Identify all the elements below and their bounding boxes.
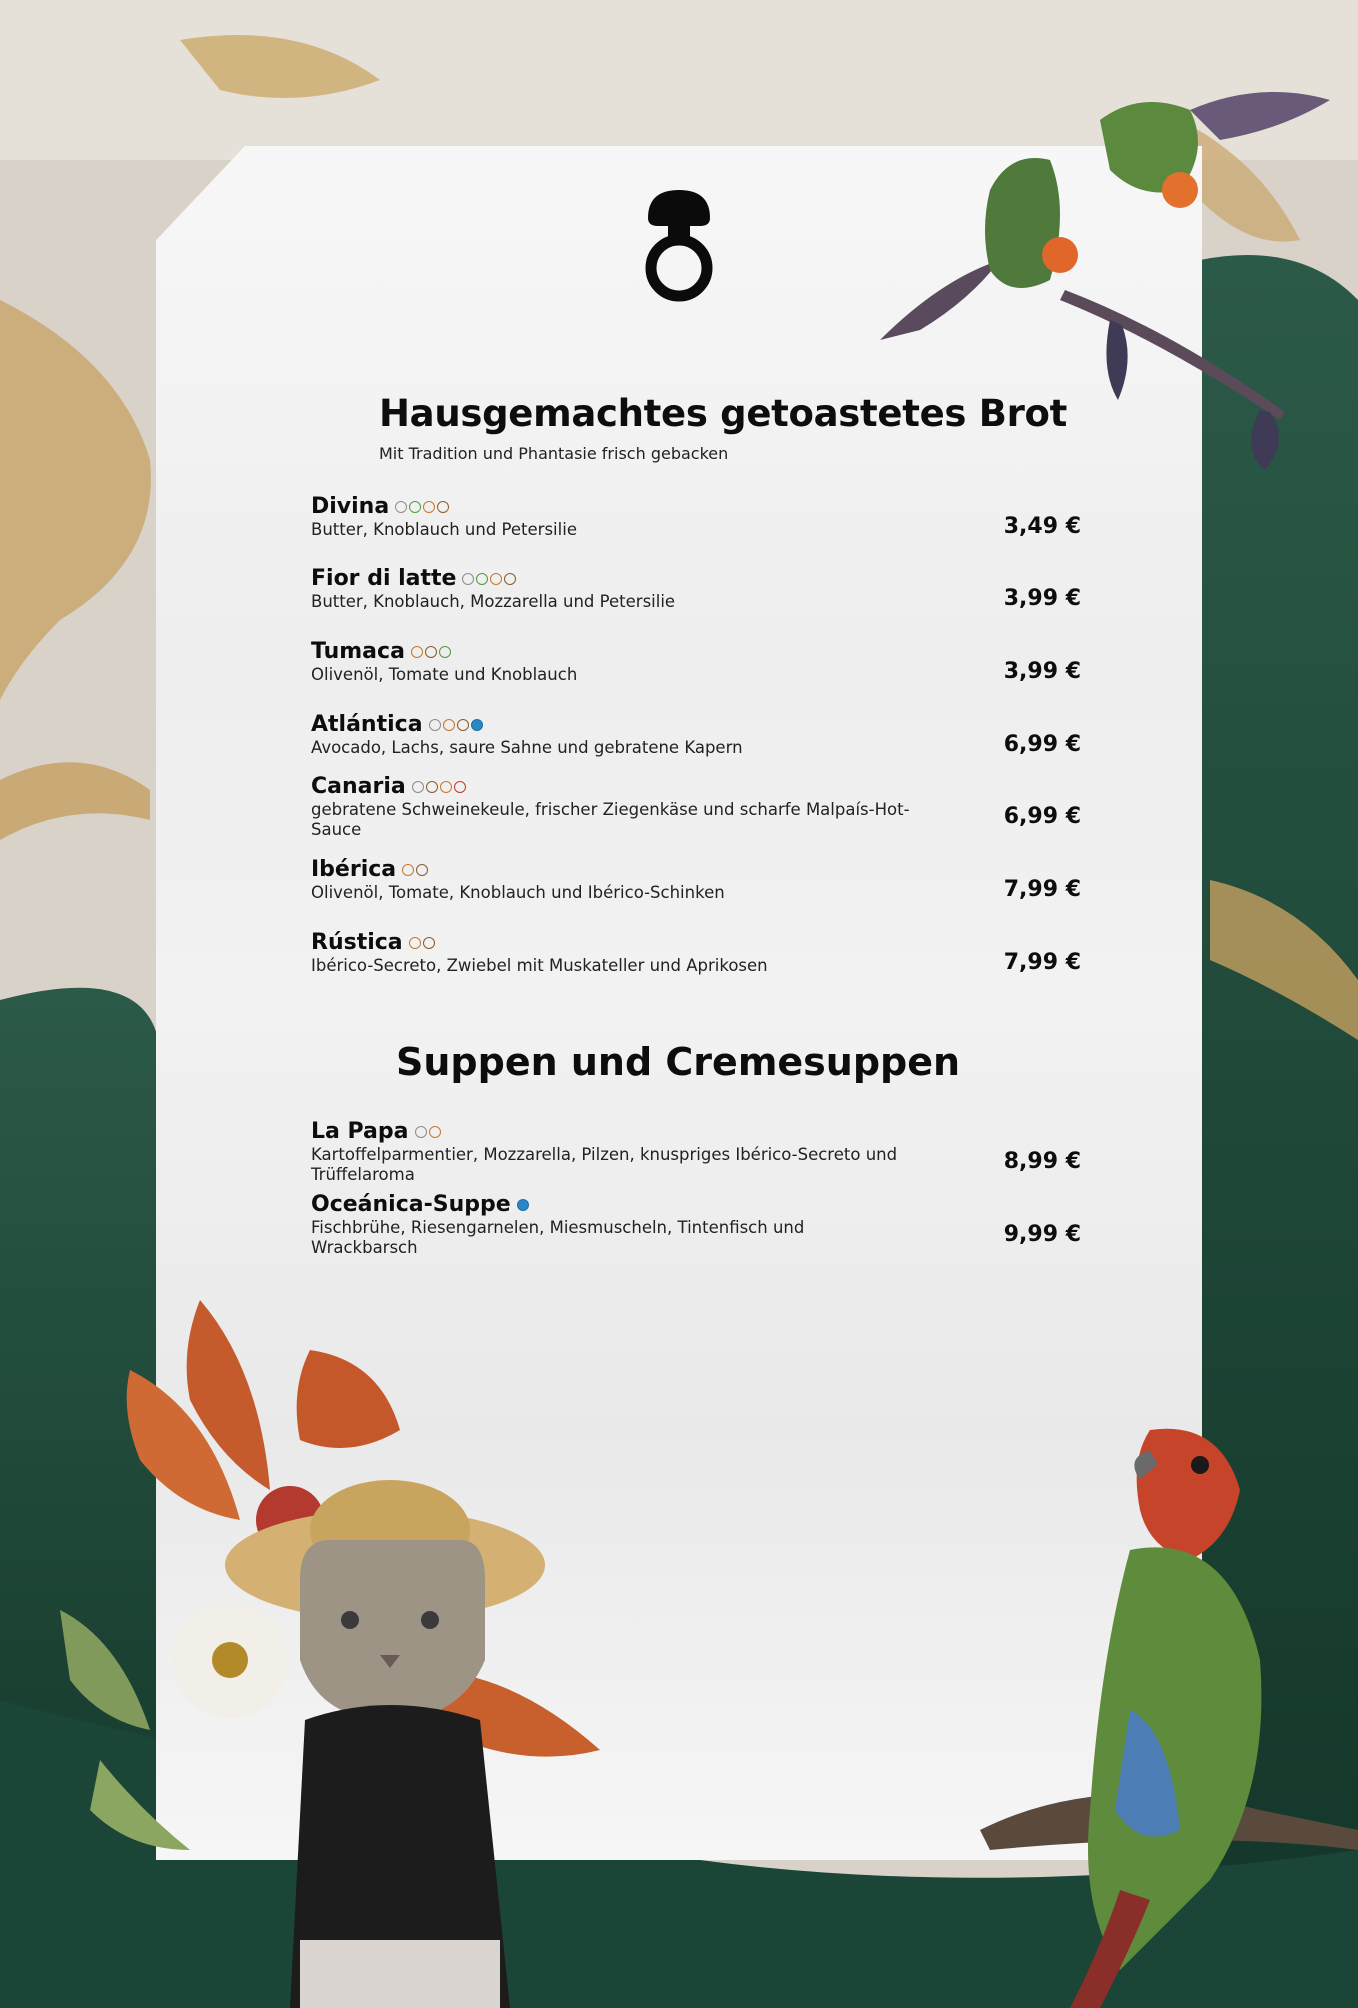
section-title-bread: Hausgemachtes getoastetes Brot [379, 392, 1068, 435]
allergen-icons [395, 501, 449, 513]
hummingbirds-illustration [860, 40, 1358, 500]
item-description: gebratene Schweinekeule, frischer Ziegenkäse und scharfe Malpaís-Hot-Sauce [311, 800, 910, 839]
menu-item [311, 494, 1081, 540]
item-description: Butter, Knoblauch und Petersilie [311, 520, 577, 539]
item-description: Butter, Knoblauch, Mozzarella und Petersilie [311, 592, 676, 611]
item-description: Olivenöl, Tomate, Knoblauch und Ibérico-Schinken [311, 883, 725, 902]
allergen-icons [429, 719, 483, 731]
menu-item [311, 1192, 1081, 1258]
item-description: Kartoffelparmentier, Mozzarella, Pilzen, knuspriges Ibérico-Secreto und Trüffelaroma [311, 1145, 898, 1184]
menu-item [311, 1119, 1081, 1185]
item-name: Oceánica-Suppe [311, 1192, 511, 1217]
allergen-icons [402, 864, 428, 876]
allergen-icons [462, 573, 516, 585]
menu-item [311, 712, 1081, 758]
item-name: Ibérica [311, 857, 397, 882]
parrot-illustration [900, 1410, 1358, 2008]
cat-with-hat-illustration [220, 1470, 550, 2008]
item-description: Olivenöl, Tomate und Knoblauch [311, 665, 578, 684]
item-name: La Papa [311, 1119, 409, 1144]
section-subtitle-bread: Mit Tradition und Phantasie frisch gebacken [379, 444, 729, 463]
menu-item [311, 639, 1081, 685]
item-price: 7,99 € [1003, 950, 1081, 975]
item-price: 8,99 € [1003, 1149, 1081, 1174]
item-price: 7,99 € [1003, 877, 1081, 902]
item-price: 9,99 € [1003, 1222, 1081, 1247]
item-price: 3,99 € [1003, 586, 1081, 611]
item-name: Rústica [311, 930, 403, 955]
item-description: Ibérico-Secreto, Zwiebel mit Muskateller und Aprikosen [311, 956, 768, 975]
allergen-icons [412, 781, 466, 793]
menu-item [311, 857, 1081, 903]
item-price: 3,99 € [1003, 659, 1081, 684]
menu-item [311, 930, 1081, 976]
section-title-soups: Suppen und Cremesuppen [396, 1040, 961, 1084]
item-price: 3,49 € [1003, 514, 1081, 539]
item-name: Tumaca [311, 639, 405, 664]
allergen-icons [517, 1199, 529, 1211]
allergen-icons [411, 646, 451, 658]
allergen-icons [415, 1126, 441, 1138]
item-name: Divina [311, 494, 390, 519]
item-name: Canaria [311, 774, 406, 799]
item-name: Fior di latte [311, 566, 457, 591]
item-description: Avocado, Lachs, saure Sahne und gebratene Kapern [311, 738, 743, 757]
menu-item [311, 774, 1081, 840]
item-price: 6,99 € [1003, 804, 1081, 829]
logo-icon [638, 188, 720, 306]
item-name: Atlántica [311, 712, 423, 737]
menu-item [311, 566, 1081, 612]
item-price: 6,99 € [1003, 732, 1081, 757]
allergen-icons [409, 937, 435, 949]
item-description: Fischbrühe, Riesengarnelen, Miesmuscheln, Tintenfisch und Wrackbarsch [311, 1218, 805, 1257]
